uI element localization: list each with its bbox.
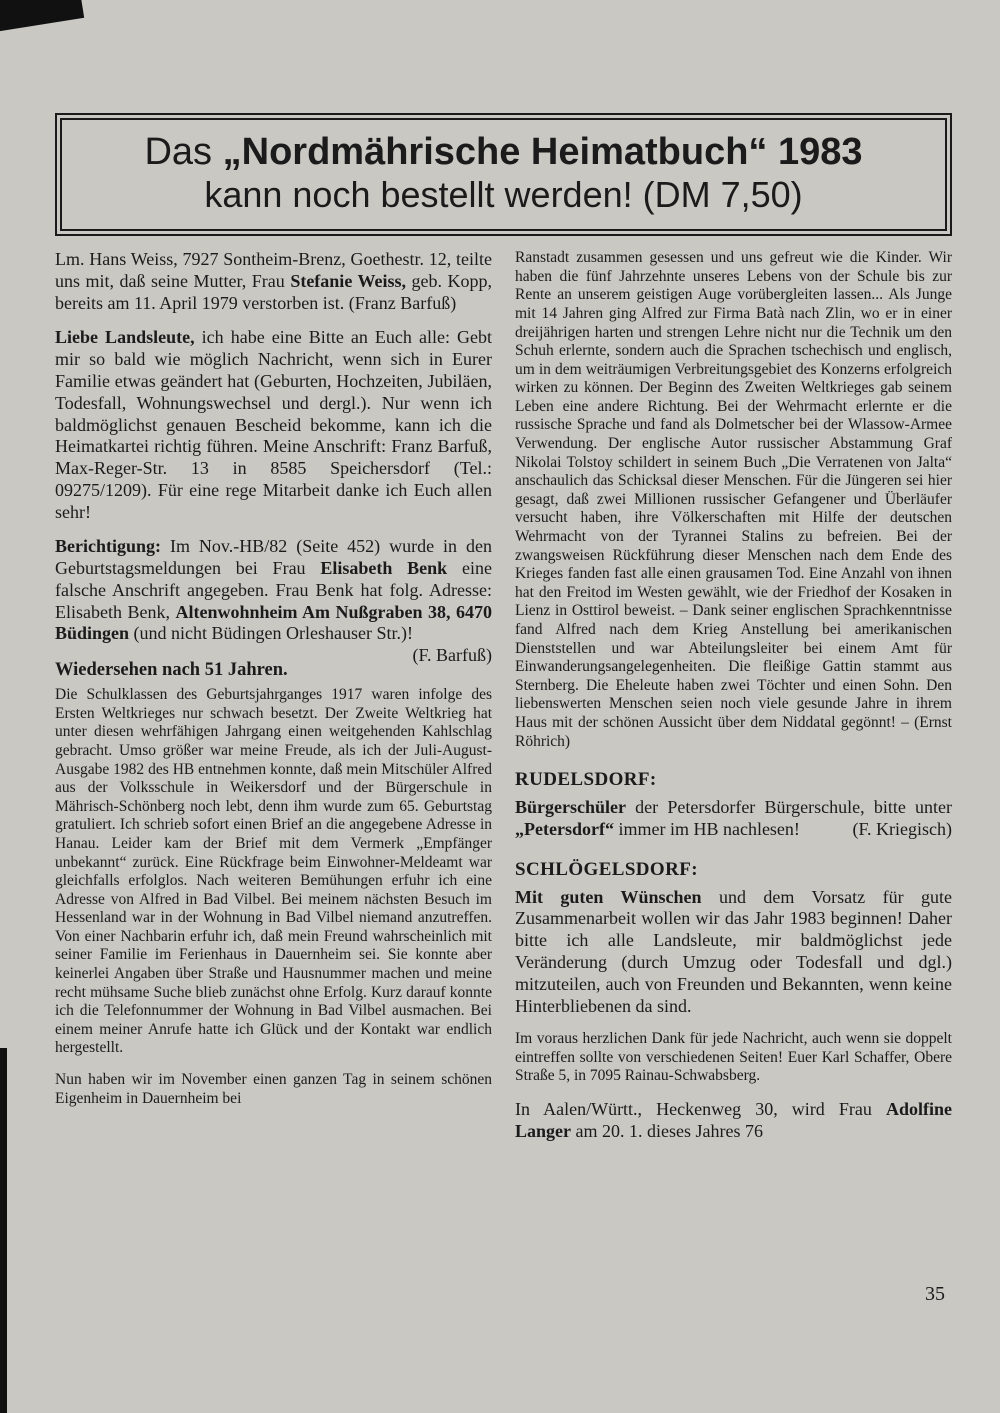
correction-text: Berichtigung: Im Nov.-HB/82 (Seite 452) wurde in den Geburtstagsmeldungen bei Frau Elisabeth Benk eine falsche Anschrift angegeben. Frau Benk hat folg. Adresse: Elisabeth Benk, Altenwohnheim Am Nußgraben 38, 6470 Büdingen (und nicht Büdingen Orleshauser Str.)! [55,536,493,644]
rudelsdorf-text: Bürgerschüler der Petersdorfer Bürgerschule, bitte unter „Petersdorf“ immer im HB nachlesen! [515,797,952,839]
title-box [55,113,952,236]
text-columns [55,249,952,1155]
landsleute-appeal: Liebe Landsleute, ich habe eine Bitte an Euch alle: Gebt mir so bald wie möglich Nachricht, wenn sich in Eurer Familie etwas geändert hat (Geburten, Hochzeiten, Jubiläen, Todesfall, Wohnungswechsel und dergl.). Nur wenn ich baldmöglichst genauen Bescheid bekomme, kann ich die Heimatkartei richtig führen. Meine Anschrift: Franz Barfuß, Max-Reger-Str. 13 in 8585 Speichersdorf (Tel.: 09275/1209). Für eine rege Mitarbeit danke ich Euch allen sehr! [55,327,493,522]
reunion-paragraph-1: Die Schulklassen des Geburtsjahrganges 1917 waren infolge des Ersten Weltkrieges nur schwach besetzt. Der Zweite Weltkrieg hat unter diesen wehrfähigen Jahrgang einen weitgehenden Kahlschlag gebracht. Umso größer war meine Freude, als ich der Juli-August-Ausgabe 1982 des HB entnehmen konnte, daß mein Mitschüler Alfred aus der Volksschule in Weikersdorf und der Bürgerschule in Mährisch-Schönberg noch lebt, denn ihm wurde zum 65. Geburtstag gratuliert. Ich schrieb sofort einen Brief an die angegebene Adresse in Hanau. Leider kam der Brief mit dem Vermerk „Empfänger unbekannt“ zurück. Eine Rückfrage beim Einwohner-Meldeamt war gleichfalls erfolglos. Nach weiteren Bemühungen erfuhr ich eine Adresse von Alfred in Bad Vilbel. Bei meinem nächsten Besuch im Hessenland war in der Wohnung in Bad Vilbel niemand anzutreffen. Von einer Nachbarin erfuhr ich, daß mein Freund wahrscheinlich mit seiner Familie im Ferienhaus in Dauernheim sei. Sie konnte aber keinerlei Angaben über Straße und Hausnummer machen und meine recht mühsame Suche blieb zunächst ohne Erfolg. Kurz darauf konnte ich die Telefonnummer der Wohnung in Bad Vilbel ausmachen. Bei einem meiner Anrufe hatte ich Glück und der Kontakt war endlich hergestellt. [55,686,492,1057]
weiss-death-notice: Lm. Hans Weiss, 7927 Sontheim-Brenz, Goethestr. 12, teilte uns mit, daß seine Mutter, Frau Stefanie Weiss, geb. Kopp, bereits am 11. April 1979 verstorben ist. (Franz Barfuß) [55,249,493,313]
correction-notice [55,536,493,666]
title-line-2: kann noch bestellt werden! (DM 7,50) [204,173,803,215]
rudelsdorf-signature: (F. Kriegisch) [852,818,952,839]
left-column [55,249,492,1108]
scan-artifact-top-left [0,0,84,34]
schloegelsdorf-heading: SCHLÖGELSDORF: [515,858,698,880]
page-number: 35 [925,1283,945,1305]
title-line-1: Das „Nordmährische Heimatbuch“ 1983 [144,131,863,173]
rudelsdorf-notice [515,797,952,841]
reunion-paragraph-2: Nun haben wir im November einen ganzen Tag in seinem schönen Eigenheim in Dauernheim bei [55,1071,492,1107]
schloegelsdorf-note: Im voraus herzlichen Dank für jede Nachricht, auch wenn sie doppelt eintreffen sollte von verschiedenen Seiten! Euer Karl Schaffer, Obere Straße 5, in 7095 Rainau-Schwabsberg. [515,1030,952,1085]
right-column [515,249,952,1155]
schloegelsdorf-notice: Mit guten Wünschen und dem Vorsatz für gute Zusammenarbeit wollen wir das Jahr 1983 beginnen! Daher bitte ich alle Landsleute, mir baldmöglichst jede Veränderung (durch Umzug oder Todesfall und dgl.) mitzuteilen, auch von Freunden und Bekannten, wenn keine Hinterbliebenen da sind. [515,886,952,1016]
reunion-continuation: Ranstadt zusammen gesessen und uns gefreut wie die Kinder. Wir haben die fünf Jahrzehnte unseres Lebens von der Schule bis zur Rente an unserem geistigen Auge vorübergleiten lassen... Als Junge mit 14 Jahren ging Alfred zur Firma Batà nach Zlin, wo er in einer dreijährigen harten und strengen Lehre nicht nur die Technik um den Schuh erlernte, sondern auch die Sprachen tschechisch und englisch, um in dem weiträumigen Verbreitungsgebiet des Konzerns erfolgreich wirken zu können. Der Beginn des Zweiten Weltkrieges gab seinem Leben eine andere Richtung. Bei der Wehrmacht erlernte er die russische Sprache und fand als Dolmetscher bei der Wlassow-Armee Verwendung. Der englische Autor russischer Abstammung Graf Nikolai Tolstoy schildert in seinem Buch „Die Verratenen von Jalta“ anschaulich das Schicksal dieser Menschen. Für die Jüngeren sei hier gesagt, daß zwei Millionen russischer Gefangener und Überläufer versucht haben, ihre Völkerschaften mit Hilfe der deutschen Wehrmacht von der Tyrannei Stalins zu befreien. Bei der zwangsweisen Rückführung dieser Menschen nach dem Ende des Krieges fanden fast alle einen grausamen Tod. Eine Anzahl von ihnen hat den Freitod im Westen gewählt, wie der Friedhof der Kosaken in Lienz in Osttirol beweist. – Dank seiner englischen Sprachkenntnisse fand Alfred nach dem Krieg Anstellung bei amerikanischen Dienststellen und war Abteilungsleiter bei einem Amt für Einwanderungsangelegenheiten. Die fleißige Gattin stammt aus Sternberg. Die Eheleute haben zwei Töchter und einen Sohn. Den liebenswerten Menschen seien noch viele gesunde Jahre in ihrem Haus mit der schönen Aussicht über dem Niddatal gegönnt! – (Ernst Röhrich) [515,249,952,750]
scan-artifact-left-edge [0,1048,7,1413]
langer-birthday-notice: In Aalen/Württ., Heckenweg 30, wird Frau Adolfine Langer am 20. 1. dieses Jahres 76 [515,1099,952,1141]
reunion-heading: Wiedersehen nach 51 Jahren. [55,660,288,681]
rudelsdorf-heading: RUDELSDORF: [515,769,657,791]
correction-signature: (F. Barfuß) [412,645,492,666]
